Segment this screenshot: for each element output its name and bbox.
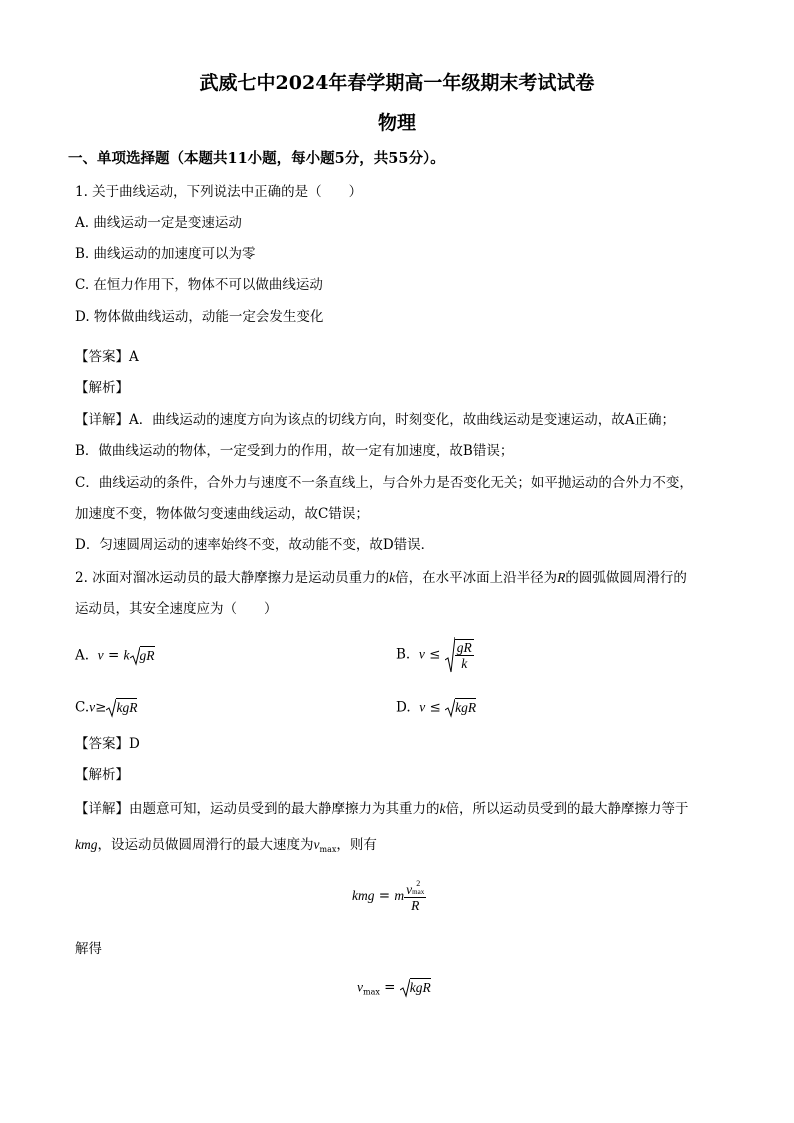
q1-option-b: B. 曲线运动的加速度可以为零 [75, 246, 256, 262]
q2-option-a [75, 646, 155, 666]
q1-option-a: A. 曲线运动一定是变速运动 [75, 215, 242, 231]
var-v: v [419, 699, 426, 715]
radicand: kgR [455, 699, 477, 715]
var-m: m [394, 888, 405, 903]
q2-stem-line-1 [75, 569, 687, 587]
radical-sign [445, 636, 455, 674]
q1-analysis-tag: 【解析】 [75, 380, 129, 396]
radicand: kgR [409, 979, 431, 995]
answer-value: A [129, 349, 139, 365]
q1-detail-line-2: B．做曲线运动的物体，一定受到力的作用，故一定有加速度，故B错误； [75, 443, 514, 459]
q1-option-d: D. 物体做曲线运动，动能一定会发生变化 [75, 309, 324, 325]
fraction [404, 880, 426, 913]
var-k: k [439, 801, 446, 816]
option-label: A. [75, 647, 90, 664]
detail-text: 由题意可知，运动员受到的最大静摩擦力为其重力的 [129, 801, 440, 817]
radicand: kgR [116, 699, 138, 715]
radicand: gR [139, 647, 155, 663]
stem-text: 2. 冰面对溜冰运动员的最大静摩擦力是运动员重力的 [75, 570, 390, 586]
q2-option-c [75, 698, 137, 718]
stem-text: 倍，在水平冰面上沿半径为 [395, 570, 558, 586]
sup-sub-stack [412, 880, 424, 896]
eq-sign: = [378, 888, 391, 904]
q2-option-d [396, 698, 476, 718]
detail-tag: 【详解】 [75, 412, 129, 428]
q1-stem: 1. 关于曲线运动，下列说法中正确的是（ ） [75, 184, 363, 200]
solve-label: 解得 [75, 941, 102, 957]
q1-detail-line-3: C．曲线运动的条件，合外力与速度不一条直线上，与合外力是否变化无关；如平抛运动的合外力不变， [75, 475, 693, 491]
q2-option-b [396, 636, 474, 674]
expr-kmg: kmg [75, 837, 98, 852]
answer-tag: 【答案】 [75, 349, 129, 365]
exam-title: 武威七中2024年春学期高一年级期末考试试卷 [199, 72, 595, 94]
eq-sign: = [384, 979, 396, 996]
option-label: C. [75, 699, 90, 716]
var-k: k [389, 570, 396, 585]
q1-option-c: C. 在恒力作用下，物体不可以做曲线运动 [75, 277, 323, 293]
superscript: 2 [416, 879, 421, 888]
var-v: v [406, 882, 413, 897]
subscript-max: max [319, 845, 337, 854]
equation-2 [357, 978, 431, 1002]
var-v: v [89, 699, 96, 715]
option-label: B. [396, 646, 411, 663]
detail-text: ，设运动员做圆周滑行的最大速度为 [97, 837, 314, 853]
fraction [455, 639, 474, 671]
relation: = [107, 647, 120, 664]
q1-answer [75, 348, 139, 366]
numerator [404, 880, 426, 898]
numerator: gR [456, 640, 472, 655]
section-heading: 一、单项选择题（本题共11小题，每小题5分，共55分）。 [68, 150, 445, 167]
eq-lhs: kmg [352, 888, 375, 903]
q2-analysis-tag: 【解析】 [75, 767, 129, 783]
detail-text: ，则有 [336, 837, 377, 853]
radical-sign [445, 698, 455, 718]
relation: ≤ [429, 699, 441, 716]
q1-detail-line-5: D．匀速圆周运动的速率始终不变，故动能不变，故D错误． [75, 537, 435, 553]
relation: ≤ [429, 646, 441, 663]
detail-text: 倍，所以运动员受到的最大静摩擦力等于 [445, 801, 689, 817]
q2-answer [75, 735, 140, 753]
subscript-max: max [363, 987, 380, 997]
subscript-max: max [412, 888, 425, 896]
var-R: R [557, 570, 566, 585]
q2-detail-line-2 [75, 836, 377, 859]
q2-detail-line-1 [75, 800, 689, 818]
stem-text: 的圆弧做圆周滑行的 [565, 570, 687, 586]
var-k: k [123, 647, 130, 663]
q1-detail-line-4: 加速度不变，物体做匀变速曲线运动，故C错误； [75, 506, 369, 522]
denominator: k [461, 656, 468, 671]
option-label: D. [396, 699, 411, 716]
radical-sign [106, 698, 116, 718]
var-v: v [313, 837, 320, 852]
q2-stem-line-2: 运动员，其安全速度应为（ ） [75, 601, 278, 617]
answer-value: D [129, 736, 140, 752]
q1-detail-line-1 [75, 411, 675, 429]
var-v: v [357, 979, 363, 995]
detail-text: A．曲线运动的速度方向为该点的切线方向，时刻变化，故曲线运动是变速运动，故A正确； [129, 412, 675, 428]
var-v: v [418, 646, 425, 662]
var-v: v [97, 647, 104, 663]
relation: ≥ [95, 699, 107, 716]
denominator: R [411, 898, 420, 913]
subject-title: 物理 [377, 112, 416, 134]
radical-sign [400, 978, 410, 998]
equation-1 [352, 880, 426, 913]
detail-tag: 【详解】 [75, 801, 129, 817]
radical-sign [130, 646, 140, 666]
answer-tag: 【答案】 [75, 736, 129, 752]
